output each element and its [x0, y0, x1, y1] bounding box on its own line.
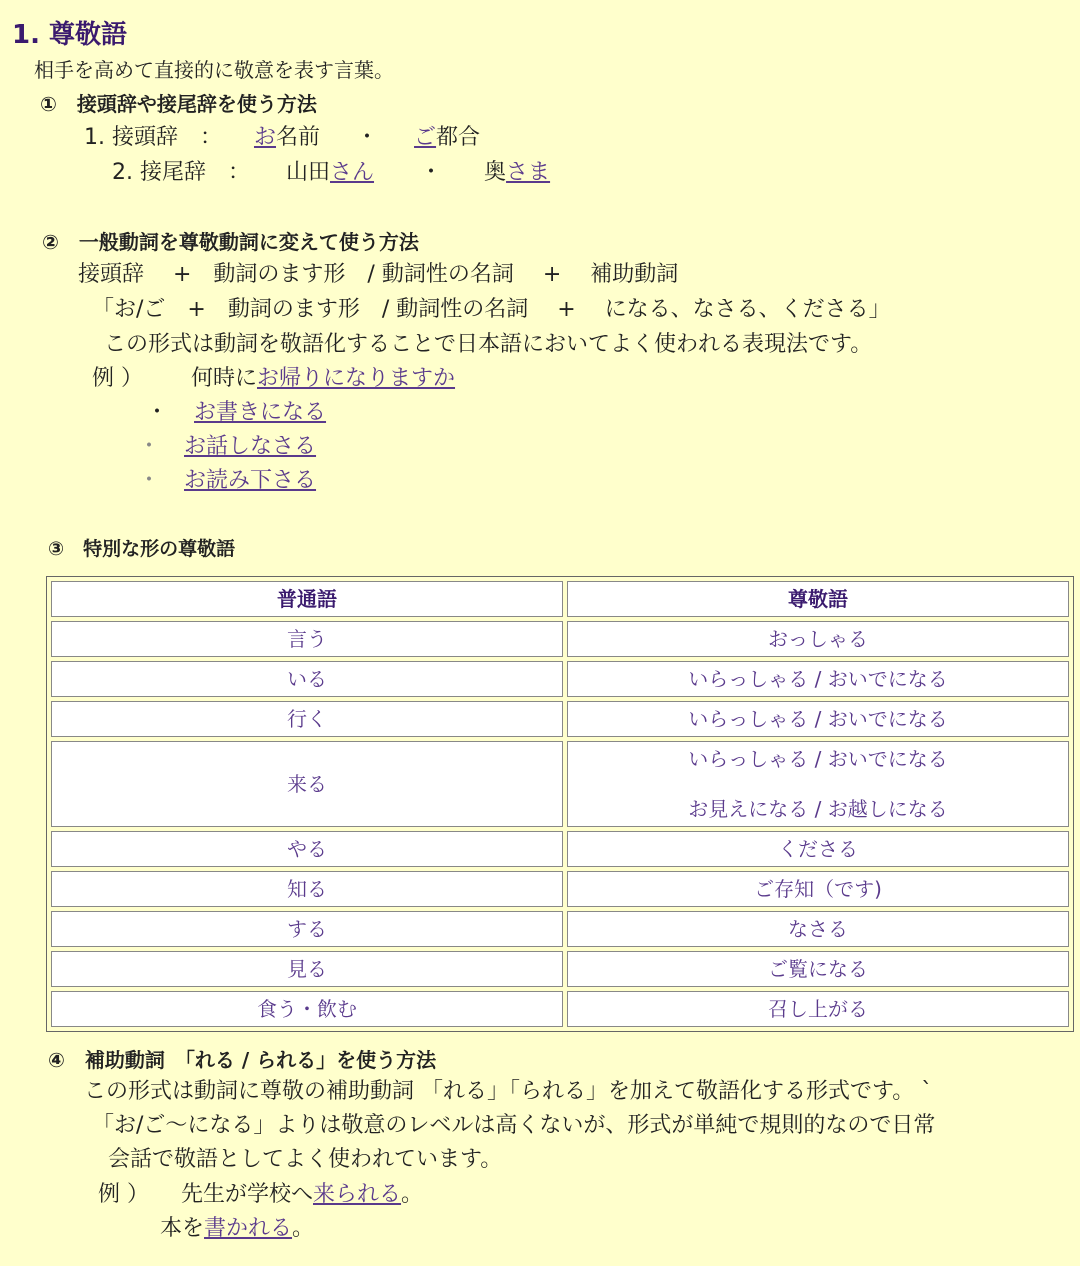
kakareru-link[interactable]: 書かれる: [204, 1216, 293, 1241]
plain-word: 見る: [51, 951, 563, 987]
table-header-row: [51, 581, 1069, 617]
plain-word: する: [51, 911, 563, 947]
honorific-word: なさる: [567, 911, 1069, 947]
table-row: [51, 741, 1069, 827]
example1-suffix: 。: [401, 1182, 424, 1207]
method4-para3: 会話で敬語としてよく使われています。: [108, 1147, 503, 1172]
method4-example2: [160, 1214, 314, 1244]
honorific-word: くださる: [567, 831, 1069, 867]
table-row: [51, 991, 1069, 1027]
example-label: 例 ）: [98, 1182, 149, 1207]
table-row: [51, 871, 1069, 907]
section-title: 1. 尊敬語: [12, 20, 128, 50]
honorific-table: [46, 576, 1074, 1032]
example-prefix: 何時に: [191, 366, 258, 391]
plain-word: 食う・飲む: [51, 991, 563, 1027]
table-row: [51, 621, 1069, 657]
honorific-word: 召し上がる: [567, 991, 1069, 1027]
honorific-word: おっしゃる: [567, 621, 1069, 657]
table-row: [51, 911, 1069, 947]
intro-text: 相手を高めて直接的に敬意を表す言葉。: [34, 58, 394, 82]
example-label: 例 ）: [92, 366, 143, 391]
method2-heading: ② 一般動詞を尊敬動詞に変えて使う方法: [42, 230, 419, 254]
method2-example: [92, 364, 455, 394]
bullet-mark: ・: [138, 434, 161, 459]
honorific-word: いらっしゃる / おいでになる: [567, 701, 1069, 737]
honorific-word: ご覧になる: [567, 951, 1069, 987]
prefix-ex1-rest: 名前: [276, 125, 321, 150]
suffix-ex1-base: 山田: [285, 160, 330, 185]
method4-para2: 「お/ご～になる」よりは敬意のレベルは高くないが、形式が単純で規則的なので日常: [92, 1113, 936, 1138]
example-okaeri-link[interactable]: お帰りになりますか: [257, 366, 456, 391]
method4-heading: ④ 補助動詞 「れる / られる」を使う方法: [48, 1048, 437, 1072]
example2-prefix: 本を: [160, 1216, 205, 1241]
prefix-line: [84, 123, 480, 153]
separator-dot: ・: [356, 125, 379, 150]
example1-prefix: 先生が学校へ: [181, 1182, 314, 1207]
honorific-line-2: お見えになる / お越しになる: [688, 797, 948, 821]
plain-word: 来る: [51, 741, 563, 827]
formula-line1: 接頭辞 + 動詞のます形 / 動詞性の名詞 + 補助動詞: [78, 262, 679, 287]
suffix-ex2-base: 奥: [484, 160, 507, 185]
honorific-word: [567, 741, 1069, 827]
table-row: [51, 661, 1069, 697]
formula-line2: 「お/ご + 動詞のます形 / 動詞性の名詞 + になる、なさる、くださる」: [92, 297, 891, 322]
bullet-item-1: [146, 398, 326, 428]
method2-note: この形式は動詞を敬語化することで日本語においてよく使われる表現法です。: [104, 332, 873, 357]
header-honorific: 尊敬語: [567, 581, 1069, 617]
method4-para1: この形式は動詞に尊敬の補助動詞 「れる」「られる」を加えて敬語化する形式です。 `: [84, 1079, 933, 1104]
example2-suffix: 。: [292, 1216, 315, 1241]
bullet-mark: ・: [146, 400, 169, 425]
separator-dot: ・: [420, 160, 443, 185]
method1-heading: ① 接頭辞や接尾辞を使う方法: [40, 92, 317, 116]
plain-word: やる: [51, 831, 563, 867]
prefix-go-link[interactable]: ご: [414, 125, 437, 150]
table-row: [51, 701, 1069, 737]
oyomi-link[interactable]: お読み下さる: [184, 468, 317, 493]
prefix-label: 1. 接頭辞 ：: [84, 125, 222, 150]
method4-example1: [98, 1180, 423, 1210]
ohanashi-link[interactable]: お話しなさる: [184, 434, 317, 459]
honorific-word: いらっしゃる / おいでになる: [567, 661, 1069, 697]
suffix-label: 2. 接尾辞 ：: [112, 160, 250, 185]
plain-word: 言う: [51, 621, 563, 657]
method3-heading: ③ 特別な形の尊敬語: [48, 538, 236, 560]
prefix-ex2-rest: 都合: [436, 125, 481, 150]
okaki-link[interactable]: お書きになる: [194, 400, 327, 425]
prefix-o-link[interactable]: お: [253, 125, 276, 150]
suffix-san-link[interactable]: さん: [330, 160, 375, 185]
suffix-line: [112, 158, 550, 188]
honorific-word: ご存知（です): [567, 871, 1069, 907]
plain-word: いる: [51, 661, 563, 697]
honorific-line-1: いらっしゃる / おいでになる: [688, 747, 948, 771]
table-row: [51, 951, 1069, 987]
header-plain: 普通語: [51, 581, 563, 617]
suffix-sama-link[interactable]: さま: [506, 160, 551, 185]
bullet-item-2: [138, 432, 316, 462]
plain-word: 知る: [51, 871, 563, 907]
bullet-item-3: [138, 466, 316, 496]
plain-word: 行く: [51, 701, 563, 737]
table-row: [51, 831, 1069, 867]
bullet-mark: ・: [138, 468, 161, 493]
korareru-link[interactable]: 来られる: [313, 1182, 402, 1207]
